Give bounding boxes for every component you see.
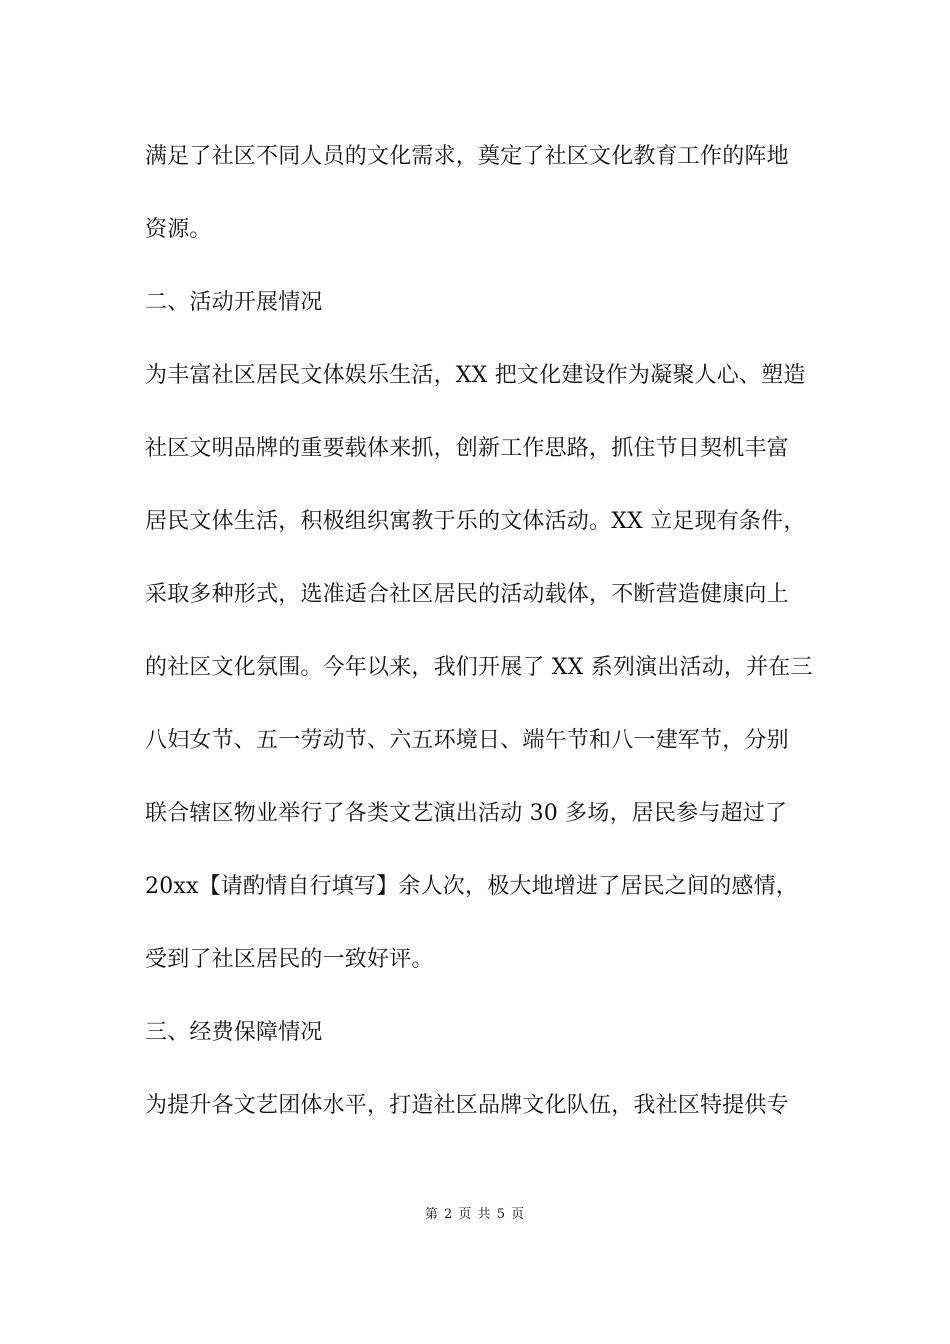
text-line: 采取多种形式，选准适合社区居民的活动载体，不断营造健康向上: [145, 582, 789, 607]
text-line: 社区文明品牌的重要载体来抓，创新工作思路，抓住节日契机丰富: [145, 436, 789, 461]
page-number-footer: 第 2 页 共 5 页: [424, 1207, 526, 1222]
text-line: 20xx【请酌情自行填写】余人次，极大地增进了居民之间的感情，: [145, 874, 799, 899]
text-line: 联合辖区物业举行了各类文艺演出活动 30 多场，居民参与超过了: [145, 801, 788, 826]
text-line: 满足了社区不同人员的文化需求，奠定了社区文化教育工作的阵地: [145, 144, 789, 169]
text-line: 为丰富社区居民文体娱乐生活，XX 把文化建设作为凝聚人心、塑造: [145, 363, 806, 388]
text-line: 为提升各文艺团体水平，打造社区品牌文化队伍，我社区特提供专: [145, 1093, 789, 1118]
section-heading: 三、经费保障情况: [145, 1020, 323, 1045]
body-text: [145, 132, 813, 1154]
text-line: 资源。: [145, 217, 212, 242]
text-line: 受到了社区居民的一致好评。: [145, 947, 434, 972]
text-line: 的社区文化氛围。今年以来，我们开展了 XX 系列演出活动，并在三: [145, 655, 813, 680]
text-line: 居民文体生活，积极组织寓教于乐的文体活动。XX 立足现有条件，: [145, 509, 806, 534]
section-heading: 二、活动开展情况: [145, 290, 323, 315]
text-line: 八妇女节、五一劳动节、六五环境日、端午节和八一建军节，分别: [145, 728, 789, 753]
